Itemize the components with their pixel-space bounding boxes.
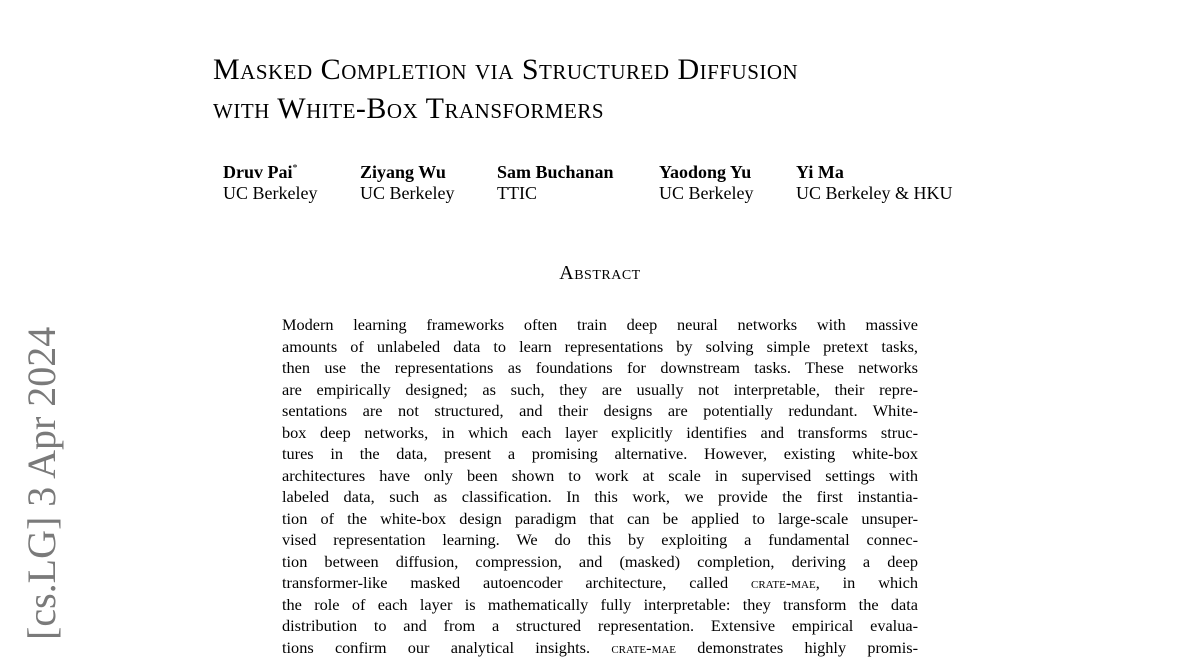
- author-affiliation: UC Berkeley: [360, 183, 454, 204]
- paper-title: [213, 50, 1073, 128]
- author-affiliation: UC Berkeley: [659, 183, 753, 204]
- author-ziyang-wu: [360, 162, 454, 204]
- abstract-line: labeled data, such as classification. In this work, we provide the first instantia-: [282, 486, 918, 508]
- author-druv-pai: [223, 162, 317, 204]
- abstract-line: tion between diffusion, compression, and (masked) completion, deriving a deep: [282, 551, 918, 573]
- author-name: Ziyang Wu: [360, 162, 454, 183]
- author-sam-buchanan: [497, 162, 614, 204]
- abstract-line: tures in the data, present a promising alternative. However, existing white-box: [282, 443, 918, 465]
- abstract-body: [282, 314, 918, 658]
- abstract-line: Modern learning frameworks often train deep neural networks with massive: [282, 314, 918, 336]
- author-name: Sam Buchanan: [497, 162, 614, 183]
- abstract-line: tions confirm our analytical insights. crate-mae demonstrates highly promis-: [282, 637, 918, 658]
- author-affiliation: UC Berkeley & HKU: [796, 183, 952, 204]
- abstract-line: box deep networks, in which each layer explicitly identifies and transforms struc-: [282, 422, 918, 444]
- author-affiliation: UC Berkeley: [223, 183, 317, 204]
- abstract-line: the role of each layer is mathematically fully interpretable: they transform the data: [282, 594, 918, 616]
- abstract-line: sentations are not structured, and their designs are potentially redundant. White-: [282, 400, 918, 422]
- author-name: Yi Ma: [796, 162, 952, 183]
- abstract-line: transformer-like masked autoencoder architecture, called crate-mae, in which: [282, 572, 918, 594]
- author-yi-ma: [796, 162, 952, 204]
- abstract-line: amounts of unlabeled data to learn representations by solving simple pretext tasks,: [282, 336, 918, 358]
- abstract-line: are empirically designed; as such, they are usually not interpretable, their repre-: [282, 379, 918, 401]
- title-line-2: with White-Box Transformers: [213, 89, 1073, 128]
- abstract-line: architectures have only been shown to work at scale in supervised settings with: [282, 465, 918, 487]
- abstract-heading: Abstract: [0, 262, 1200, 285]
- abstract-line: tion of the white-box design paradigm that can be applied to large-scale unsuper-: [282, 508, 918, 530]
- arxiv-stamp: [cs.LG] 3 Apr 2024: [18, 327, 65, 640]
- author-name: Yaodong Yu: [659, 162, 753, 183]
- abstract-line: distribution to and from a structured representation. Extensive empirical evalua-: [282, 615, 918, 637]
- title-line-1: Masked Completion via Structured Diffusion: [213, 50, 1073, 89]
- equal-contribution-mark: *: [293, 163, 298, 174]
- author-yaodong-yu: [659, 162, 753, 204]
- abstract-line: then use the representations as foundations for downstream tasks. These networks: [282, 357, 918, 379]
- abstract-line: vised representation learning. We do this by exploiting a fundamental connec-: [282, 529, 918, 551]
- author-name: Druv Pai*: [223, 162, 317, 183]
- author-affiliation: TTIC: [497, 183, 614, 204]
